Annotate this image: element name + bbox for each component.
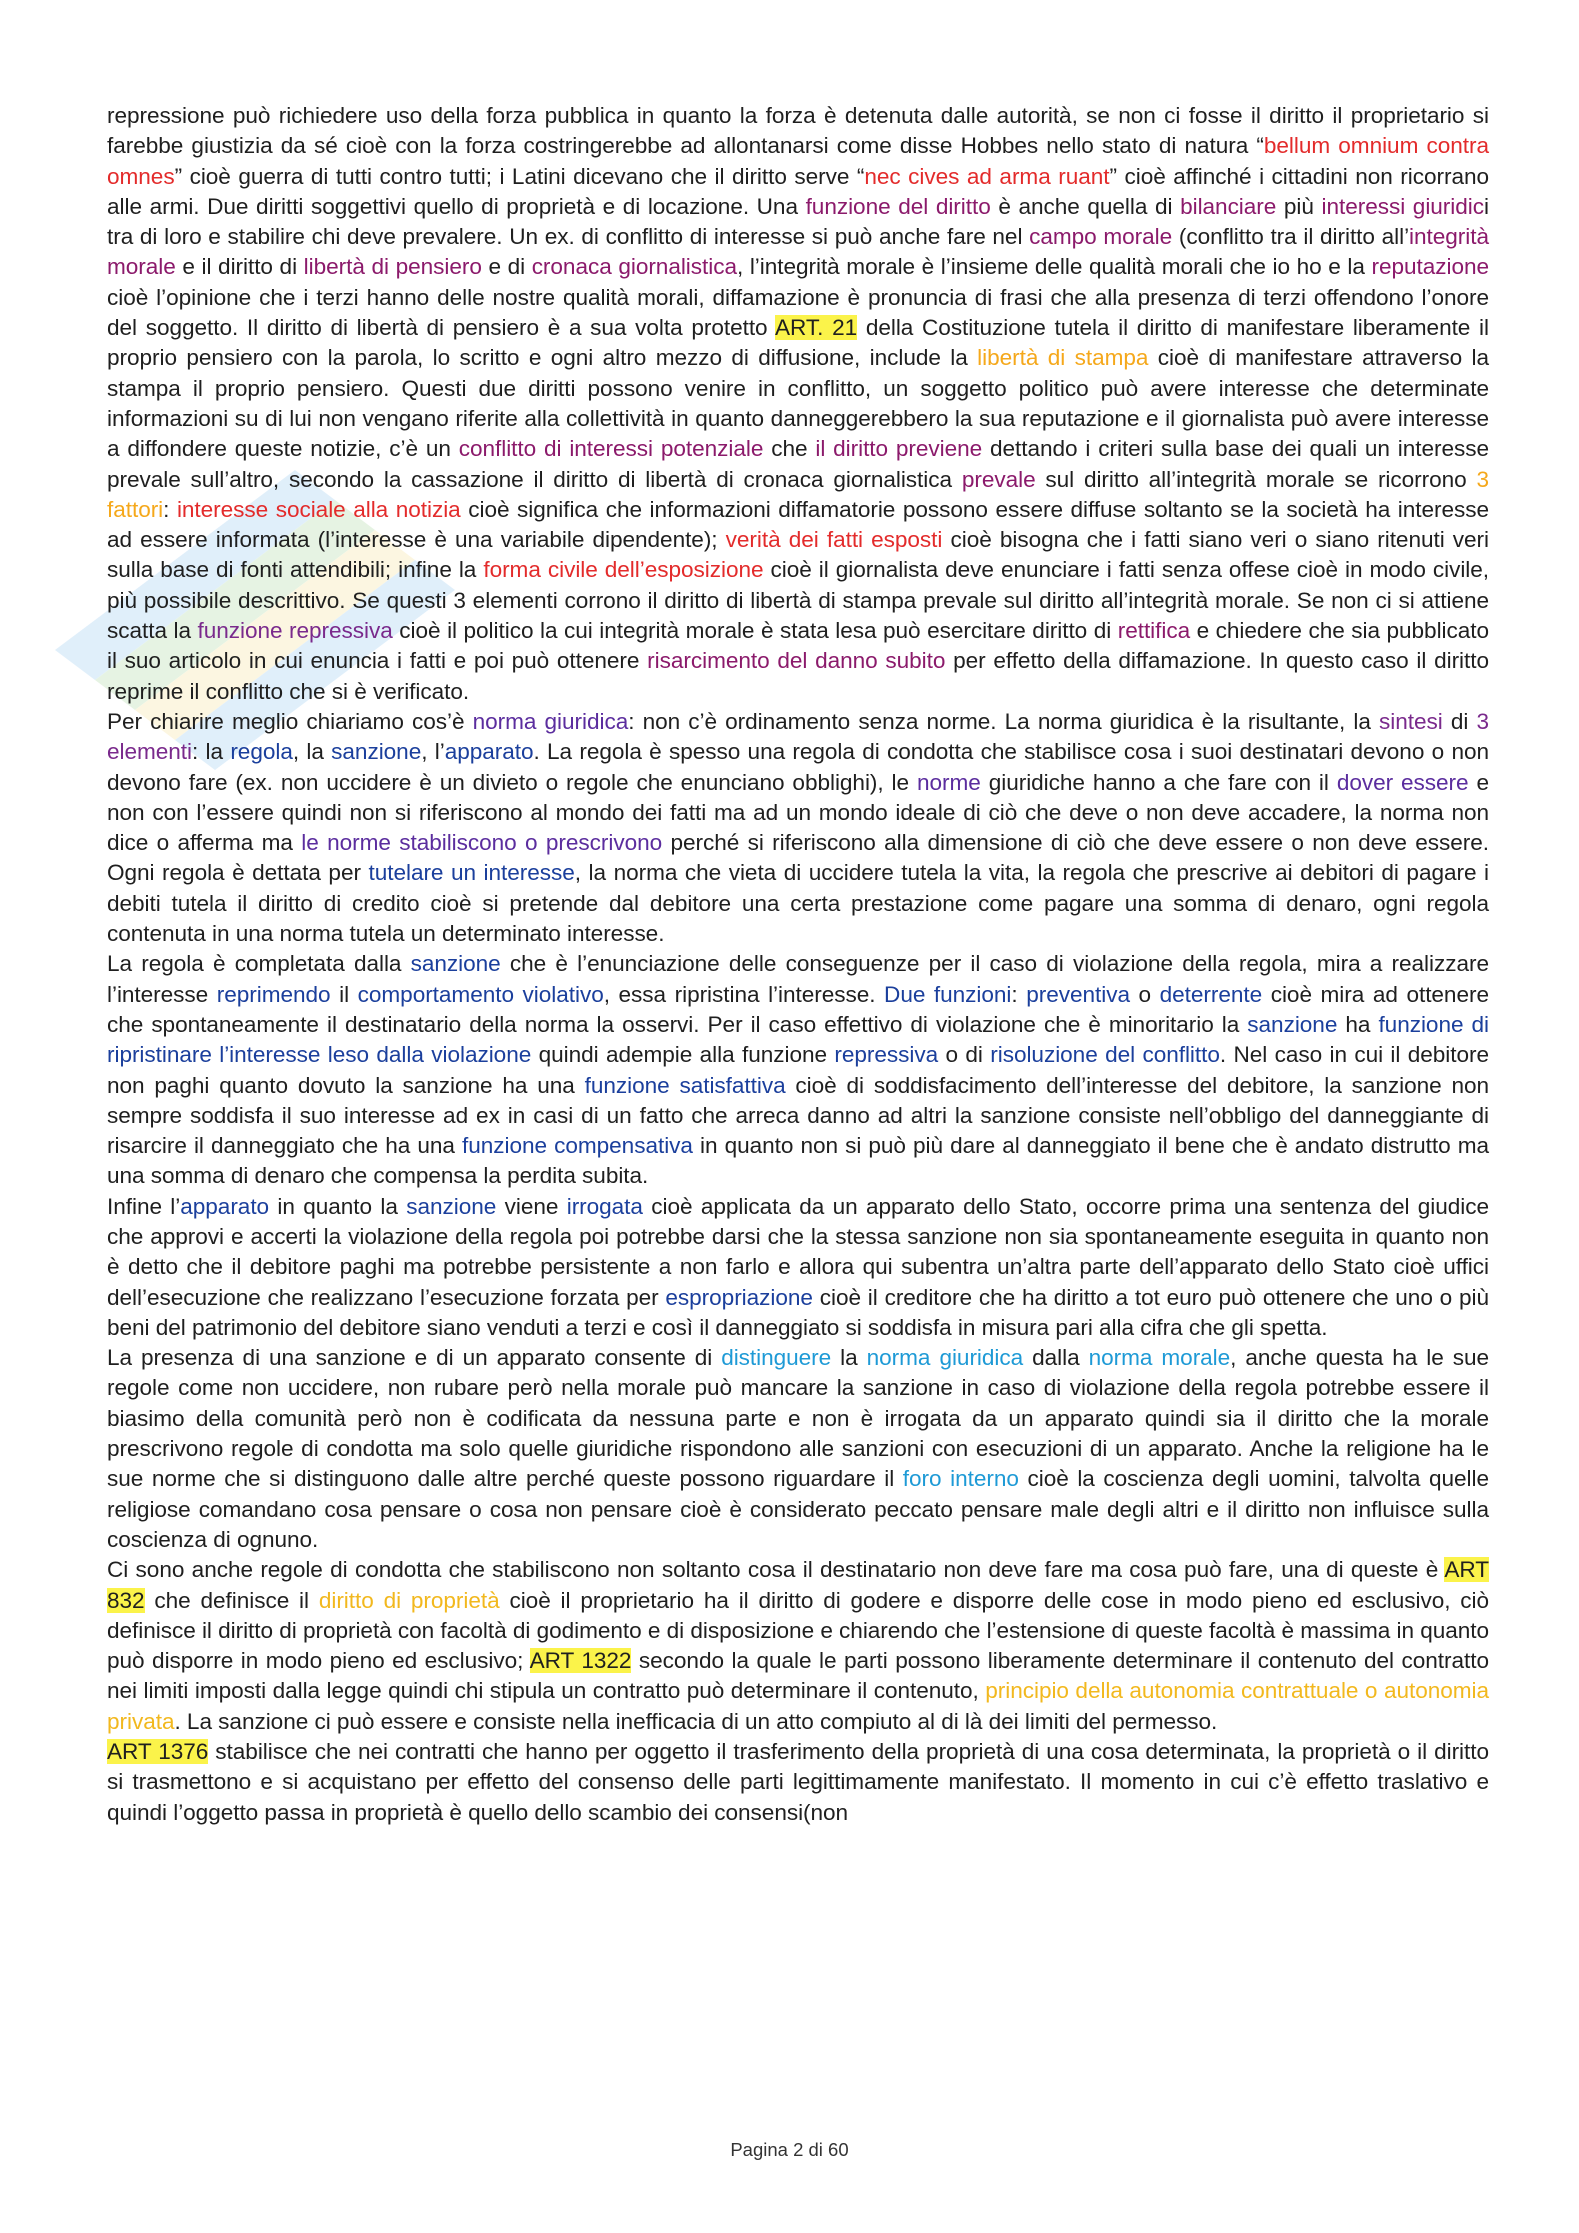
highlighted-article-ref: ART 1322	[529, 1648, 632, 1674]
text-run: , la	[292, 739, 332, 765]
emphasized-term: funzione del diritto	[805, 193, 991, 219]
text-run: (conflitto tra il diritto all’	[1172, 224, 1410, 250]
text-run: e il diritto di	[175, 254, 304, 280]
emphasized-term: risarcimento del danno subito	[647, 648, 946, 674]
text-run: cioè la coscienza degli uomini, talvolta quelle religiose comandano cosa pensare o cosa non pensare cioè è considerato peccato pensare male degli altri e il diritto non influisce sulla coscienza di ognuno.	[107, 1466, 1489, 1552]
text-run: : la	[192, 739, 231, 765]
emphasized-term: reputazione	[1371, 254, 1489, 280]
text-run: La presenza di una sanzione e di un apparato consente di	[107, 1345, 722, 1371]
emphasized-term: sanzione	[1247, 1011, 1338, 1037]
text-run: La regola è completata dalla	[107, 951, 411, 977]
emphasized-term: interessi giuridic	[1321, 193, 1484, 219]
emphasized-term: integrità morale	[107, 224, 1489, 280]
text-run: il	[330, 981, 358, 1007]
emphasized-term: cronaca giornalistica	[531, 254, 737, 280]
text-run: stabilisce che nei contratti che hanno per oggetto il trasferimento della proprietà di una cosa determinata, la proprietà o il diritto si trasmettono e si acquistano per effetto del consenso delle parti legittimamente manifestato. Il momento in cui c’è effetto traslativo e quindi l’oggetto passa in proprietà è quello dello scambio dei consensi(non	[107, 1739, 1489, 1825]
emphasized-term: norma morale	[1088, 1345, 1231, 1371]
text-run: giuridiche hanno a che fare con il	[980, 769, 1337, 795]
text-run: di	[1442, 708, 1477, 734]
text-run: ” cioè guerra di tutti contro tutti; i Latini dicevano che il diritto serve “	[174, 163, 865, 189]
emphasized-term: risoluzione del conflitto	[990, 1042, 1220, 1068]
paragraph	[107, 949, 1489, 1191]
text-run: cioè il politico la cui integrità morale è stata lesa può esercitare diritto di	[392, 618, 1118, 644]
text-run: cioè l’opinione che i terzi hanno delle nostre qualità morali, diffamazione è pronuncia di frasi che alla presenza di terzi offendono l’onore del soggetto. Il diritto di libertà di pensiero è a sua volta protetto	[107, 284, 1489, 341]
emphasized-term: funzione repressiva	[197, 618, 393, 644]
highlighted-article-ref: ART 832	[107, 1557, 1489, 1613]
text-run: cioè significa che informazioni diffamatorie possono essere diffuse soltanto se la società ha interesse ad essere informata (l’interesse è una variabile dipendente);	[107, 496, 1489, 553]
text-run: è anche quella di	[990, 193, 1181, 219]
text-run: cioè bisogna che i fatti siano veri o siano ritenuti veri sulla base di fonti attendibili; infine la	[107, 527, 1490, 583]
text-run: e non con l’essere quindi non si riferiscono al mondo dei fatti ma ad un mondo ideale di ciò che deve o non deve accadere, la norma non dice o afferma ma	[107, 769, 1489, 856]
emphasized-term: 3 elementi	[107, 708, 1489, 765]
text-run: cioè di soddisfacimento dell’interesse del debitore, la sanzione non sempre soddisfa il suo interesse ad ex in casi di un fatto che arreca danno ad altri la sanzione consiste nell’obbligo del danneggiante di risarcire il danneggiato che ha una	[107, 1072, 1489, 1159]
text-run: : non c’è ordinamento senza norme. La norma giuridica è la risultante, la	[628, 708, 1380, 734]
text-run: cioè il creditore che ha diritto a tot euro può ottenere che uno o più beni del patrimonio del debitore siano venduti a terzi e così il danneggiato si soddisfa in misura pari alla cifra che gli spetta.	[107, 1284, 1489, 1340]
emphasized-term: sanzione	[410, 951, 501, 977]
text-run: e di	[481, 254, 532, 280]
text-run: che	[763, 436, 816, 462]
emphasized-term: prevale	[961, 466, 1036, 492]
emphasized-term: regola	[230, 739, 293, 765]
emphasized-term: sintesi	[1379, 708, 1443, 734]
emphasized-term: nec cives ad arma ruant	[864, 163, 1110, 189]
emphasized-term: apparato	[444, 739, 534, 765]
text-run: che definisce il	[144, 1587, 319, 1613]
emphasized-term: espropriazione	[665, 1284, 813, 1310]
emphasized-term: sanzione	[406, 1193, 497, 1219]
document-body	[107, 101, 1489, 1828]
text-run: cioè di manifestare attraverso la stampa il proprio pensiero. Questi due diritti possono venire in conflitto, un soggetto politico può avere interesse che determinate informazioni su di lui non vengano riferite alla collettività in quanto danneggerebbero la sua reputazione e il giornalista può avere interesse a diffondere queste notizie, c’è un	[107, 345, 1489, 462]
text-run: . La sanzione ci può essere e consiste nella inefficacia di un atto compiuto al di là dei limiti del permesso.	[174, 1708, 1218, 1734]
text-run: in quanto non si può più dare al danneggiato il bene che è andato distrutto ma una somma di denaro che compensa la perdita subita.	[107, 1133, 1489, 1189]
emphasized-term: distinguere	[721, 1345, 832, 1371]
emphasized-term: libertà di pensiero	[303, 254, 482, 280]
text-run: quindi adempie alla funzione	[531, 1042, 835, 1068]
text-run: o	[1129, 981, 1160, 1007]
emphasized-term: deterrente	[1159, 981, 1263, 1007]
emphasized-term: comportamento violativo	[357, 981, 604, 1007]
emphasized-term: norma giuridica	[866, 1345, 1024, 1371]
text-run: che è l’enunciazione delle conseguenze per il caso di violazione della regola, mira a realizzare l’interesse	[107, 951, 1489, 1007]
text-run: , la norma che vieta di uccidere tutela la vita, la regola che prescrive ai debitori di pagare i debiti tutela il diritto di credito cioè si pretende dal debitore una certa prestazione come pagare una somma di denaro, ogni regola contenuta in una norma tutela un determinato interesse.	[107, 860, 1489, 947]
text-run: per effetto della diffamazione. In questo caso il diritto reprime il conflitto che si è verificato.	[107, 648, 1489, 704]
emphasized-term: norma giuridica	[472, 708, 629, 734]
text-run: ha	[1337, 1011, 1379, 1037]
emphasized-term: bilanciare	[1180, 193, 1277, 219]
emphasized-term: norme	[916, 769, 981, 795]
highlighted-article-ref: ART. 21	[775, 315, 858, 341]
emphasized-term: forma civile dell’esposizione	[483, 557, 764, 583]
emphasized-term: funzione di ripristinare l’interesse leso dalla violazione	[107, 1011, 1489, 1068]
text-run: repressione può richiedere uso della forza pubblica in quanto la forza è detenuta dalle autorità, se non ci fosse il diritto il proprietario si farebbe giustizia da sé cioè con la forza costringerebbe ad allontanarsi come disse Hobbes nello stato di natura “	[107, 103, 1489, 159]
emphasized-term: preventiva	[1026, 981, 1130, 1007]
text-run: perché si riferiscono alla dimensione di ciò che deve essere o non deve essere. Ogni regola è dettata per	[107, 830, 1489, 886]
emphasized-term: funzione compensativa	[462, 1133, 693, 1159]
text-run: Ci sono anche regole di condotta che stabiliscono non soltanto cosa il destinatario non deve fare ma cosa può fare, una di queste è	[107, 1557, 1445, 1583]
text-run: i tra di loro e stabilire chi deve prevalere. Un ex. di conflitto di interesse si può anche fare nel	[107, 193, 1489, 250]
paragraph	[107, 1737, 1489, 1828]
page-number: Pagina 2 di 60	[730, 2139, 849, 2160]
emphasized-term: apparato	[180, 1193, 270, 1219]
emphasized-term: bellum omnium contra omnes	[107, 133, 1489, 189]
emphasized-term: dover essere	[1336, 769, 1469, 795]
emphasized-term: sanzione	[331, 739, 422, 765]
text-run: o di	[938, 1042, 991, 1068]
emphasized-term: libertà di stampa	[977, 345, 1149, 371]
text-run: Per chiarire meglio chiariamo cos’è	[107, 708, 473, 734]
emphasized-term: diritto di proprietà	[318, 1587, 500, 1613]
text-run: sul diritto all’integrità morale se ricorrono	[1035, 466, 1477, 492]
emphasized-term: conflitto di interessi potenziale	[458, 436, 764, 462]
emphasized-term: irrogata	[566, 1193, 643, 1219]
text-run: ” cioè affinché i cittadini non ricorrano alle armi. Due diritti soggettivi quello di proprietà e di locazione. Una	[107, 163, 1489, 219]
text-run: dalla	[1023, 1345, 1089, 1371]
text-run: più	[1276, 193, 1322, 219]
emphasized-term: principio della autonomia contrattuale o autonomia privata	[107, 1678, 1490, 1734]
paragraph	[107, 1343, 1489, 1555]
paragraph	[107, 101, 1489, 707]
text-run: :	[1011, 981, 1027, 1007]
text-run: cioè mira ad ottenere che spontaneamente il destinatario della norma la osservi. Per il caso effettivo di violazione che è minoritario la	[107, 981, 1489, 1037]
text-run: , l’integrità morale è l’insieme delle qualità morali che io ho e la	[736, 254, 1372, 280]
emphasized-term: Due funzioni	[884, 981, 1012, 1007]
text-run: cioè applicata da un apparato dello Stato, occorre prima una sentenza del giudice che approvi e accerti la violazione della regola poi potrebbe darsi che la stessa sanzione non sia spontaneamente eseguita in quanto non è detto che il debitore paghi ma potrebbe persistente a non farlo e allora qui subentra un’altra parte dell’apparato dello Stato cioè uffici dell’esecuzione che realizzano l’esecuzione forzata per	[107, 1193, 1490, 1310]
emphasized-term: rettifica	[1117, 618, 1191, 644]
emphasized-term: il diritto previene	[815, 436, 983, 462]
emphasized-term: reprimendo	[216, 981, 331, 1007]
text-run: . La regola è spesso una regola di condotta che stabilisce cosa i suoi destinatari devono o non devono fare (ex. non uccidere è un divieto o regole che enunciano obblighi), le	[107, 739, 1489, 795]
emphasized-term: repressiva	[834, 1042, 939, 1068]
text-run: , essa ripristina l’interesse.	[603, 981, 885, 1007]
text-run: della Costituzione tutela il diritto di manifestare liberamente il proprio pensiero con la parola, lo scritto e ogni altro mezzo di diffusione, include la	[107, 315, 1489, 371]
emphasized-term: foro interno	[902, 1466, 1019, 1492]
text-run: , l’	[421, 739, 445, 765]
emphasized-term: funzione satisfattiva	[584, 1072, 786, 1098]
text-run: cioè il giornalista deve enunciare i fatti senza offese cioè in modo civile, più possibile descrittivo. Se questi 3 elementi corrono il diritto di libertà di stampa prevale sul diritto all’integrità morale. Se non ci si attiene scatta la	[107, 557, 1489, 644]
emphasized-term: verità dei fatti esposti	[725, 527, 943, 553]
text-run: . Nel caso in cui il debitore non paghi quanto dovuto la sanzione ha una	[107, 1042, 1489, 1098]
highlighted-article-ref: ART 1376	[107, 1739, 209, 1765]
text-run: in quanto la	[269, 1193, 407, 1219]
text-run: la	[831, 1345, 867, 1371]
text-run: secondo la quale le parti possono liberamente determinare il contenuto del contratto nei limiti imposti dalla legge quindi chi stipula un contratto può determinare il contenuto,	[107, 1648, 1489, 1704]
text-run: :	[163, 496, 177, 522]
paragraph	[107, 707, 1489, 949]
text-run: , anche questa ha le sue regole come non uccidere, non rubare però nella morale può mancare la sanzione in caso di violazione della regola potrebbe essere il biasimo della comunità però non è codificata da nessuna parte e non è irrogata da un apparato quindi sia il diritto che la morale prescrivono regole di condotta ma solo quelle giuridiche rispondono alle sanzioni con esecuzioni di un apparato. Anche la religione ha le sue norme che si distinguono dalle altre perché queste possono riguardare il	[107, 1345, 1490, 1492]
text-run: Infine l’	[107, 1193, 181, 1219]
paragraph	[107, 1555, 1489, 1737]
emphasized-term: campo morale	[1029, 224, 1173, 250]
emphasized-term: le norme stabiliscono o prescrivono	[301, 830, 663, 856]
text-run: viene	[496, 1193, 567, 1219]
emphasized-term: 3 fattori	[107, 466, 1489, 522]
text-run: e chiedere che sia pubblicato il suo articolo in cui enuncia i fatti e poi può ottenere	[107, 618, 1490, 674]
emphasized-term: tutelare un interesse	[368, 860, 575, 886]
text-run: dettando i criteri sulla base dei quali un interesse prevale sull’altro, secondo la cassazione il diritto di libertà di cronaca giornalistica	[107, 436, 1489, 492]
text-run: cioè il proprietario ha il diritto di godere e disporre delle cose in modo pieno ed esclusivo, ciò definisce il diritto di proprietà con facoltà di godimento e di disposizione e chiarendo che l’estensione di queste facoltà è massima in quanto può disporre in modo pieno ed esclusivo;	[107, 1587, 1489, 1674]
emphasized-term: interesse sociale alla notizia	[176, 496, 461, 522]
paragraph	[107, 1192, 1489, 1343]
